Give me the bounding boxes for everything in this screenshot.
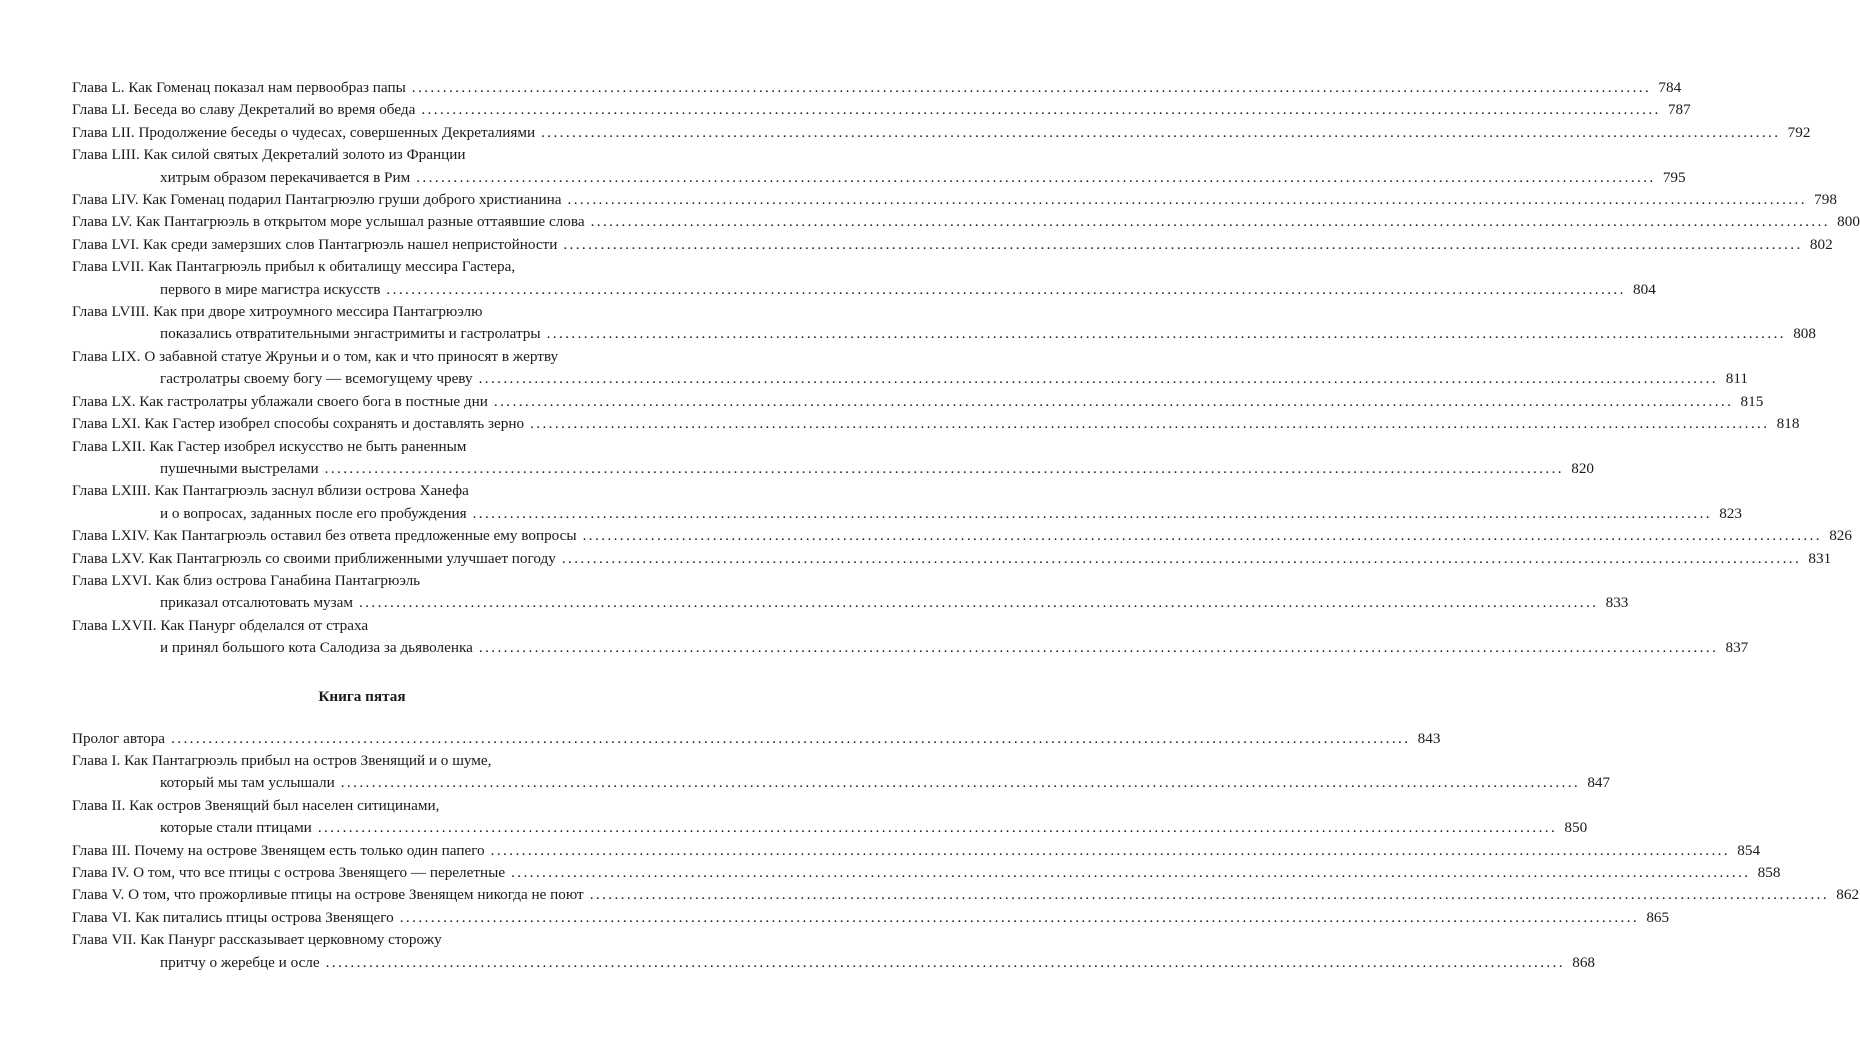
toc-entry-title: Глава IV. О том, что все птицы с острова Звенящего — перелетные [72,864,506,881]
toc-entry-line [72,884,1860,906]
leader-dots: ........................................................................................................................................................................................................ [478,370,1718,388]
page-number: 808 [1793,325,1816,343]
toc-entry-title: Глава LXIV. Как Пантагрюэль оставил без ответа предложенные ему вопросы [72,527,577,545]
toc-entry[interactable] [72,525,1852,547]
toc-entry-line [72,301,652,323]
toc-entry-title: Глава LVIII. Как при дворе хитроумного мессира Пантагрюэлю [72,303,483,321]
leader-dots: ........................................................................................................................................................................................................ [561,549,1802,567]
toc-entry[interactable] [72,884,1860,906]
toc-entry-title: приказал отсалютовать музам [160,594,353,612]
toc-entry-title: показались отвратительными энгастримиты и гастролатры [160,325,541,343]
toc-entry-line [72,525,1852,547]
toc-entry-title: Глава LXV. Как Пантагрюэль со своими приближенными улучшает погоду [72,549,556,567]
leader-dots: ........................................................................................................................................................................................................ [317,819,1558,837]
toc-entry-title: Глава III. Почему на острове Звенящем есть только один папего [72,841,485,859]
page-number: 868 [1572,953,1595,971]
toc-entry[interactable] [72,301,1816,346]
toc-entry-line [72,279,1656,301]
toc-entry-line [72,728,1441,750]
page-number: 820 [1571,459,1594,477]
toc-entry[interactable] [72,256,1656,301]
toc-entry-line [72,189,1837,211]
toc-entry-title: первого в мире магистра искусств [160,280,381,298]
page-number: 815 [1740,392,1764,410]
toc-entry[interactable] [72,480,1742,525]
toc-entry-line [72,548,1832,570]
toc-entry[interactable] [72,728,1441,750]
toc-entry[interactable] [72,234,1833,256]
toc-entry-line [72,211,1860,233]
toc-entry-title: Глава LIV. Как Гоменац подарил Пантагрюэлю груши доброго христианина [72,191,562,209]
leader-dots: ........................................................................................................................................................................................................ [171,729,1411,747]
toc-entry[interactable] [72,436,1594,481]
toc-entry-line [72,772,1611,794]
toc-entry[interactable] [72,929,1595,974]
leader-dots: ........................................................................................................................................................................................................ [324,459,1564,477]
toc-entry-line [72,368,1748,390]
toc-entry-line [72,391,1764,413]
toc-entry-line [72,795,652,817]
toc-entry-line [72,615,652,637]
toc-entry[interactable] [72,144,1686,189]
page-number: 843 [1417,729,1441,747]
toc-entry-line [72,256,652,278]
page-number: 858 [1757,864,1781,881]
page-number: 850 [1564,819,1588,837]
leader-dots: ........................................................................................................................................................................................................ [478,639,1719,657]
toc-entry-title: Глава LII. Продолжение беседы о чудесах, совершенных Декреталиями [72,123,536,141]
toc-entry-line [72,750,652,772]
page-number: 811 [1725,370,1748,388]
page-number: 865 [1646,908,1670,926]
toc-entry-title: Глава VII. Как Панург рассказывает церковному сторожу [72,931,442,949]
toc-entry[interactable] [72,211,1860,233]
toc-entry-title: Глава II. Как остров Звенящий был населен ситицинами, [72,796,440,814]
leader-dots: ........................................................................................................................................................................................................ [490,841,1731,859]
leader-dots: ........................................................................................................................................................................................................ [416,168,1656,186]
section-title: Книга пятая [318,687,406,705]
toc-entry-title: Глава LIII. Как силой святых Декреталий золото из Франции [72,146,466,164]
toc-entry-title: Глава LXVII. Как Панург обделался от страха [72,616,369,634]
toc-entry-line [72,167,1686,189]
page-number: 818 [1776,415,1800,433]
page-number: 787 [1667,101,1691,119]
toc-entry[interactable] [72,413,1800,435]
page-number: 854 [1737,841,1761,859]
leader-dots: ........................................................................................................................................................................................................ [399,908,1640,926]
toc-entry-line [72,570,652,592]
toc-entry-title: и принял большого кота Салодиза за дьяволенка [160,639,473,657]
leader-dots: ........................................................................................................................................................................................................ [359,594,1599,612]
leader-dots: ........................................................................................................................................................................................................ [567,191,1807,209]
toc-entry-line [72,323,1816,345]
toc-entry[interactable] [72,570,1629,615]
toc-entry-title: гастролатры своему богу — всемогущему чреву [160,370,473,388]
toc-entry[interactable] [72,99,1691,121]
toc-entry[interactable] [72,862,1781,884]
leader-dots: ........................................................................................................................................................................................................ [511,864,1751,881]
page-number: 847 [1587,774,1611,792]
leader-dots: ........................................................................................................................................................................................................ [411,79,1652,96]
toc-entry-title: Глава V. О том, что прожорливые птицы на острове Звенящем никогда не поют [72,886,584,904]
toc-entry-title: который мы там услышали [160,774,335,792]
leader-dots: ........................................................................................................................................................................................................ [589,886,1830,904]
page-number: 823 [1719,504,1742,522]
toc-entry-line [72,436,652,458]
toc-entry-line [72,346,652,368]
toc-entry-line [72,99,1691,121]
leader-dots: ........................................................................................................................................................................................................ [546,325,1786,343]
toc-entry[interactable] [72,548,1832,570]
toc-entry[interactable] [72,391,1764,413]
toc-entry-title: Глава LVI. Как среди замерзших слов Пантагрюэль нашел непристойности [72,235,558,253]
page-number: 837 [1725,639,1749,657]
toc-entry-line [72,234,1833,256]
toc-entry-title: Глава LXI. Как Гастер изобрел способы сохранять и доставлять зерно [72,415,525,433]
leader-dots: ........................................................................................................................................................................................................ [472,504,1712,522]
page-number: 804 [1633,280,1656,298]
toc-entry-title: которые стали птицами [160,819,312,837]
leader-dots: ........................................................................................................................................................................................................ [421,101,1661,119]
toc-part-2 [72,728,1860,974]
page-number: 826 [1829,527,1852,545]
toc-entry-line [72,862,1781,884]
toc-entry-line [72,637,1749,659]
toc-entry[interactable] [72,840,1761,862]
leader-dots: ........................................................................................................................................................................................................ [590,213,1830,231]
toc-entry-line [72,122,1811,144]
toc-entry-line [72,817,1588,839]
leader-dots: ........................................................................................................................................................................................................ [493,392,1734,410]
toc-entry-line [72,840,1761,862]
page-number: 831 [1808,549,1832,567]
toc-entry-title: Глава LVII. Как Пантагрюэль прибыл к обиталищу мессира Гастера, [72,258,516,276]
toc-entry-title: Глава LXVI. Как близ острова Ганабина Пантагрюэль [72,571,421,589]
page-number: 795 [1662,168,1686,186]
leader-dots: ........................................................................................................................................................................................................ [582,527,1822,545]
page-number: 802 [1809,235,1833,253]
leader-dots: ........................................................................................................................................................................................................ [563,235,1803,253]
page-number: 798 [1814,191,1837,209]
toc-entry-title: Пролог автора [72,729,166,747]
leader-dots: ........................................................................................................................................................................................................ [325,953,1565,971]
page-number: 833 [1605,594,1629,612]
page-number: 862 [1836,886,1860,904]
toc-entry[interactable] [72,122,1811,144]
toc-entry-title: Глава I. Как Пантагрюэль прибыл на остров Звенящий и о шуме, [72,751,492,769]
toc-entry-title: Глава LI. Беседа во славу Декреталий во время обеда [72,101,416,119]
toc-entry[interactable] [72,189,1837,211]
toc-entry-line [72,480,652,502]
toc-entry-line [72,952,1595,974]
toc-entry[interactable] [72,907,1670,929]
page-number: 800 [1837,213,1860,231]
toc-entry[interactable] [72,77,1682,99]
toc-entry-title: хитрым образом перекачивается в Рим [160,168,411,186]
toc-entry-title: Глава LX. Как гастролатры ублажали своего бога в постные дни [72,392,488,410]
toc-entry-title: и о вопросах, заданных после его пробуждения [160,504,467,522]
toc-entry-line [72,503,1742,525]
toc-part-1 [72,77,1860,660]
toc-entry-title: Глава LIX. О забавной статуе Жруньи и о том, как и что приносят в жертву [72,347,559,365]
toc-entry-title: Глава LXII. Как Гастер изобрел искусство не быть раненным [72,437,467,455]
toc-entry-line [72,144,652,166]
toc-entry[interactable] [72,346,1748,391]
toc-entry-line [72,907,1670,929]
leader-dots: ........................................................................................................................................................................................................ [530,415,1770,433]
toc-entry-title: Глава LV. Как Пантагрюэль в открытом море услышал разные оттаявшие слова [72,213,585,231]
leader-dots: ........................................................................................................................................................................................................ [541,123,1781,141]
page-number: 784 [1658,79,1682,96]
toc-entry-line [72,77,1682,99]
toc-entry-line [72,458,1594,480]
toc-entry-title: Глава LXIII. Как Пантагрюэль заснул вблизи острова Ханефа [72,482,469,500]
toc-entry-line [72,413,1800,435]
toc-entry-line [72,929,652,951]
leader-dots: ........................................................................................................................................................................................................ [340,774,1581,792]
toc-entry-title: пушечными выстрелами [160,459,319,477]
toc-entry-line [72,592,1629,614]
page-number: 792 [1787,123,1811,141]
toc-entry[interactable] [72,795,1588,840]
toc-entry-title: притчу о жеребце и осле [160,953,320,971]
toc-entry-title: Глава L. Как Гоменац показал нам первообраз папы [72,79,406,96]
leader-dots: ........................................................................................................................................................................................................ [386,280,1626,298]
table-of-contents [72,77,1860,974]
toc-entry-title: Глава VI. Как питались птицы острова Звенящего [72,908,394,926]
toc-entry[interactable] [72,615,1749,660]
toc-entry[interactable] [72,750,1611,795]
